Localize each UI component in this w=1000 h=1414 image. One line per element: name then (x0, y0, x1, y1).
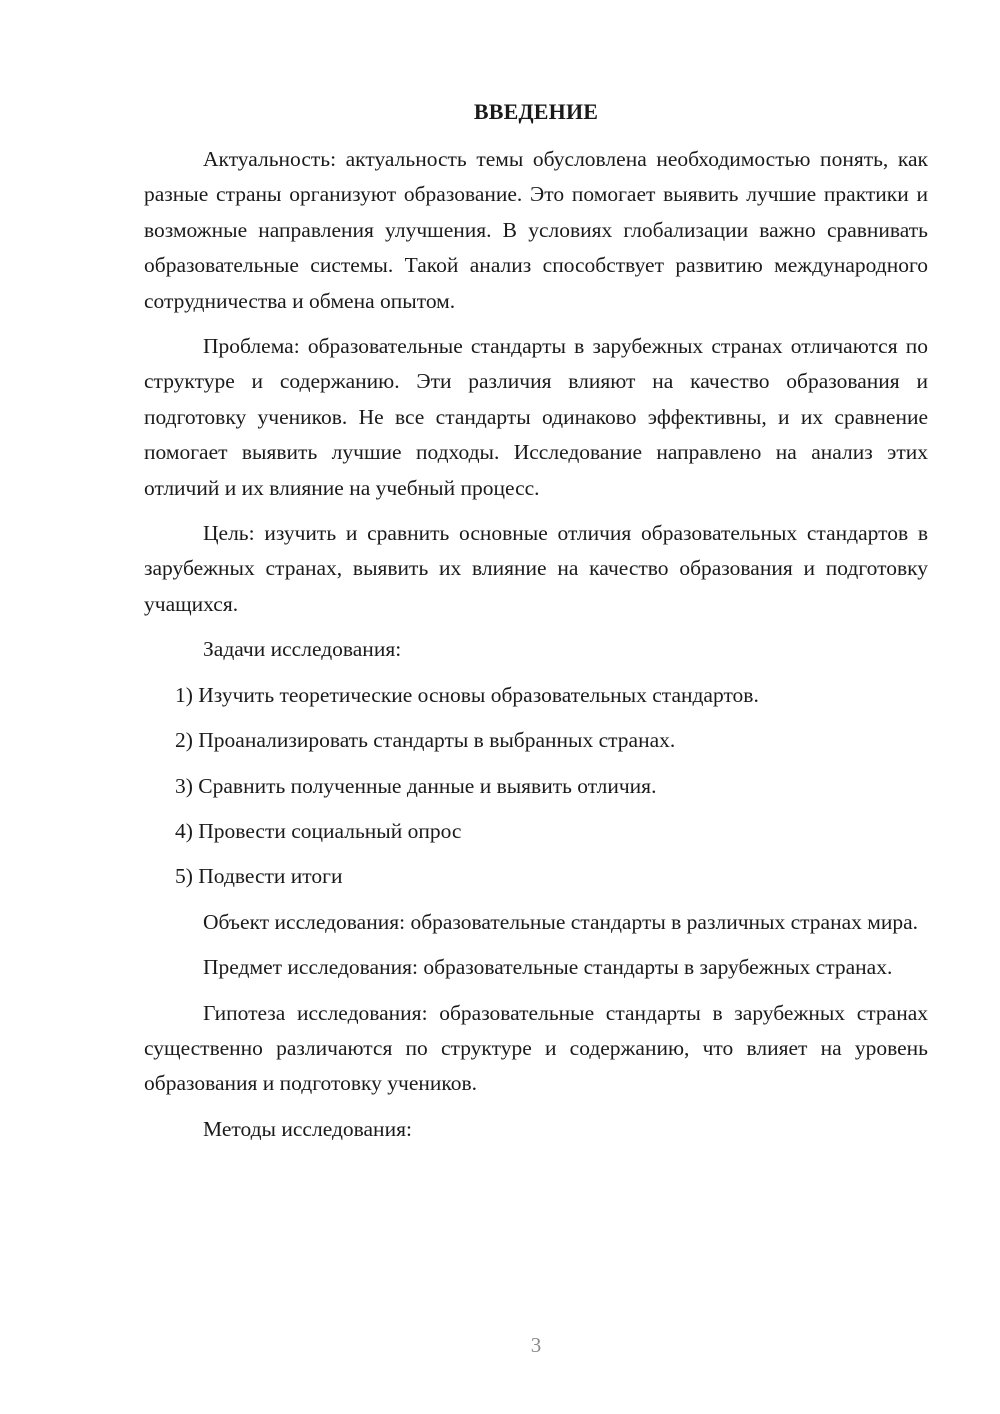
paragraph-tasks-heading: Задачи исследования: (203, 637, 402, 662)
paragraph-hypothesis: Гипотеза исследования: образовательные стандарты в зарубежных странах существенно различаются по структуре и содержанию, что влияет на уровень образования и подготовку учеников. (144, 1000, 928, 1096)
section-heading: ВВЕДЕНИЕ (473, 99, 599, 124)
list-item-task-3: 3) Сравнить полученные данные и выявить отличия. (175, 773, 657, 798)
paragraph-subject: Предмет исследования: образовательные стандарты в зарубежных странах. (203, 955, 893, 980)
page-number: 3 (530, 1333, 542, 1357)
body-text (144, 142, 928, 1157)
paragraph-methods: Методы исследования: (203, 1116, 412, 1141)
paragraph-problem: Проблема: образовательные стандарты в зарубежных странах отличаются по структуре и содержанию. Эти различия влияют на качество образования и подготовку учеников. Не все стандарты одинаково эффективны, и их сравнение помогает выявить лучшие подходы. Исследование направлено на анализ этих отличий и их влияние на учебный процесс. (144, 334, 928, 500)
paragraph-goal: Цель: изучить и сравнить основные отличия образовательных стандартов в зарубежных странах, выявить их влияние на качество образования и подготовку учащихся. (144, 521, 928, 616)
list-item-task-1: 1) Изучить теоретические основы образовательных стандартов. (175, 682, 759, 707)
paragraph-relevance: Актуальность: актуальность темы обусловлена необходимостью понять, как разные страны организуют образование. Это помогает выявить лучшие практики и возможные направления улучшения. В условиях глобализации важно сравнивать образовательные системы. Такой анализ способствует развитию международного сотрудничества и обмена опытом. (144, 147, 928, 313)
list-item-task-5: 5) Подвести итоги (175, 864, 343, 889)
paragraph-object: Объект исследования: образовательные стандарты в различных странах мира. (203, 909, 919, 934)
list-item-task-4: 4) Провести социальный опрос (175, 818, 462, 843)
list-item-task-2: 2) Проанализировать стандарты в выбранных странах. (175, 728, 676, 753)
